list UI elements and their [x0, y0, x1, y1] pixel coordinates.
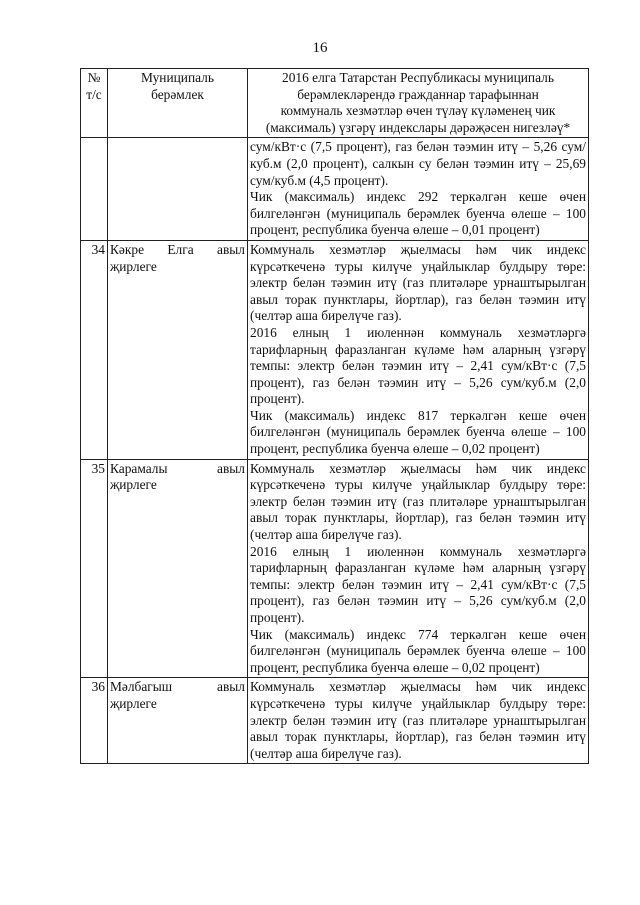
row-number: 35 — [81, 459, 108, 678]
header-number-line: т/с — [86, 86, 102, 102]
paragraph: 2016 елның 1 июленнән коммуналь хезмәтләргә тарифларның фаразланган күләме һәм аларның үзгәрү темпы: электр белән тәэмин итү – 2,41 сум/кВт·с (7,5 процент), газ белән тәэмин итү – 5,26 сум/куб.м (2,0 процент). — [250, 543, 586, 625]
paragraph: Коммуналь хезмәтләр җыелмасы һәм чик индекс күрсәткеченә туры килүче уңайлыклар булдыру төре: электр белән тәэмин итү (газ плитәләре урнаштырылган авыл торак пунктлары, йортлар), газ белән тәэмин итү (челтәр аша бирелүче газ). — [250, 460, 586, 543]
row-justification — [248, 459, 589, 678]
paragraph: сум/кВт·с (7,5 процент), газ белән тәэмин итү – 5,26 сум/куб.м (2,0 процент), салкын су белән тәэмин итү – 25,69 сум/куб.м (4,5 процент). — [250, 139, 586, 188]
row-number — [81, 138, 108, 241]
table-row — [81, 459, 589, 678]
table-row — [81, 138, 589, 241]
row-justification — [248, 240, 589, 459]
row-number: 36 — [81, 678, 108, 764]
row-municipality: Кәкре Елга авыл җирлеге — [108, 240, 248, 459]
indexes-table — [80, 68, 589, 764]
paragraph: Коммуналь хезмәтләр җыелмасы һәм чик индекс күрсәткеченә туры килүче уңайлыклар булдыру төре: электр белән тәэмин итү (газ плитәләре урнаштырылган авыл торак пунктлары, йортлар), газ белән тәэмин итү (челтәр аша бирелүче газ). — [250, 241, 586, 324]
table-row — [81, 240, 589, 459]
row-justification — [248, 138, 589, 241]
paragraph: Чик (максималь) индекс 774 теркәлгән кеше өчен билгеләнгән (муниципаль берәмлек буенча өлеше – 100 процент, республика буенча өлеше – 0,02 процент) — [250, 626, 586, 675]
header-municipality — [108, 69, 248, 138]
paragraph: Чик (максималь) индекс 817 теркәлгән кеше өчен билгеләнгән (муниципаль берәмлек буенча өлеше – 100 процент, республика буенча өлеше – 0,02 процент) — [250, 407, 586, 457]
header-justification-line: берәмлекләрендә гражданнар тарафыннан — [297, 86, 539, 102]
header-justification-line: (максималь) үзгәрү индекслары дәрәҗәсен нигезләү* — [265, 119, 571, 135]
paragraph: Чик (максималь) индекс 292 теркәлгән кеше өчен билгеләнгән (муниципаль берәмлек буенча өлеше – 100 процент, республика буенча өлеше – 0,01 процент) — [250, 189, 586, 238]
paragraph: 2016 елның 1 июленнән коммуналь хезмәтләргә тарифларның фаразланган күләме һәм аларның үзгәрү темпы: электр белән тәэмин итү – 2,41 сум/кВт·с (7,5 процент), газ белән тәэмин итү – 5,26 сум/куб.м (2,0 процент). — [250, 324, 586, 407]
header-justification-line: 2016 елга Татарстан Республикасы муниципаль — [282, 70, 554, 85]
header-number-line: № — [87, 70, 101, 85]
page-number: 16 — [312, 40, 328, 56]
header-justification-line: коммуналь хезмәтләр өчен түләү күләменең чик — [280, 103, 556, 119]
table-header-row — [81, 69, 589, 138]
paragraph: Коммуналь хезмәтләр җыелмасы һәм чик индекс күрсәткеченә туры килүче уңайлыклар булдыру төре: электр белән тәэмин итү (газ плитәләре урнаштырылган авыл торак пунктлары, йортлар), газ белән тәэмин итү (челтәр аша бирелүче газ). — [250, 679, 586, 761]
header-justification — [248, 69, 589, 138]
row-municipality: Мәлбагыш авыл җирлеге — [108, 678, 248, 764]
table-row — [81, 678, 589, 764]
row-justification — [248, 678, 589, 764]
header-municipality-line: Муниципаль — [141, 70, 214, 85]
row-number: 34 — [81, 240, 108, 459]
header-number — [81, 69, 108, 138]
row-municipality: Карамалы авыл җирлеге — [108, 459, 248, 678]
row-municipality — [108, 138, 248, 241]
header-municipality-line: берәмлек — [151, 86, 204, 102]
